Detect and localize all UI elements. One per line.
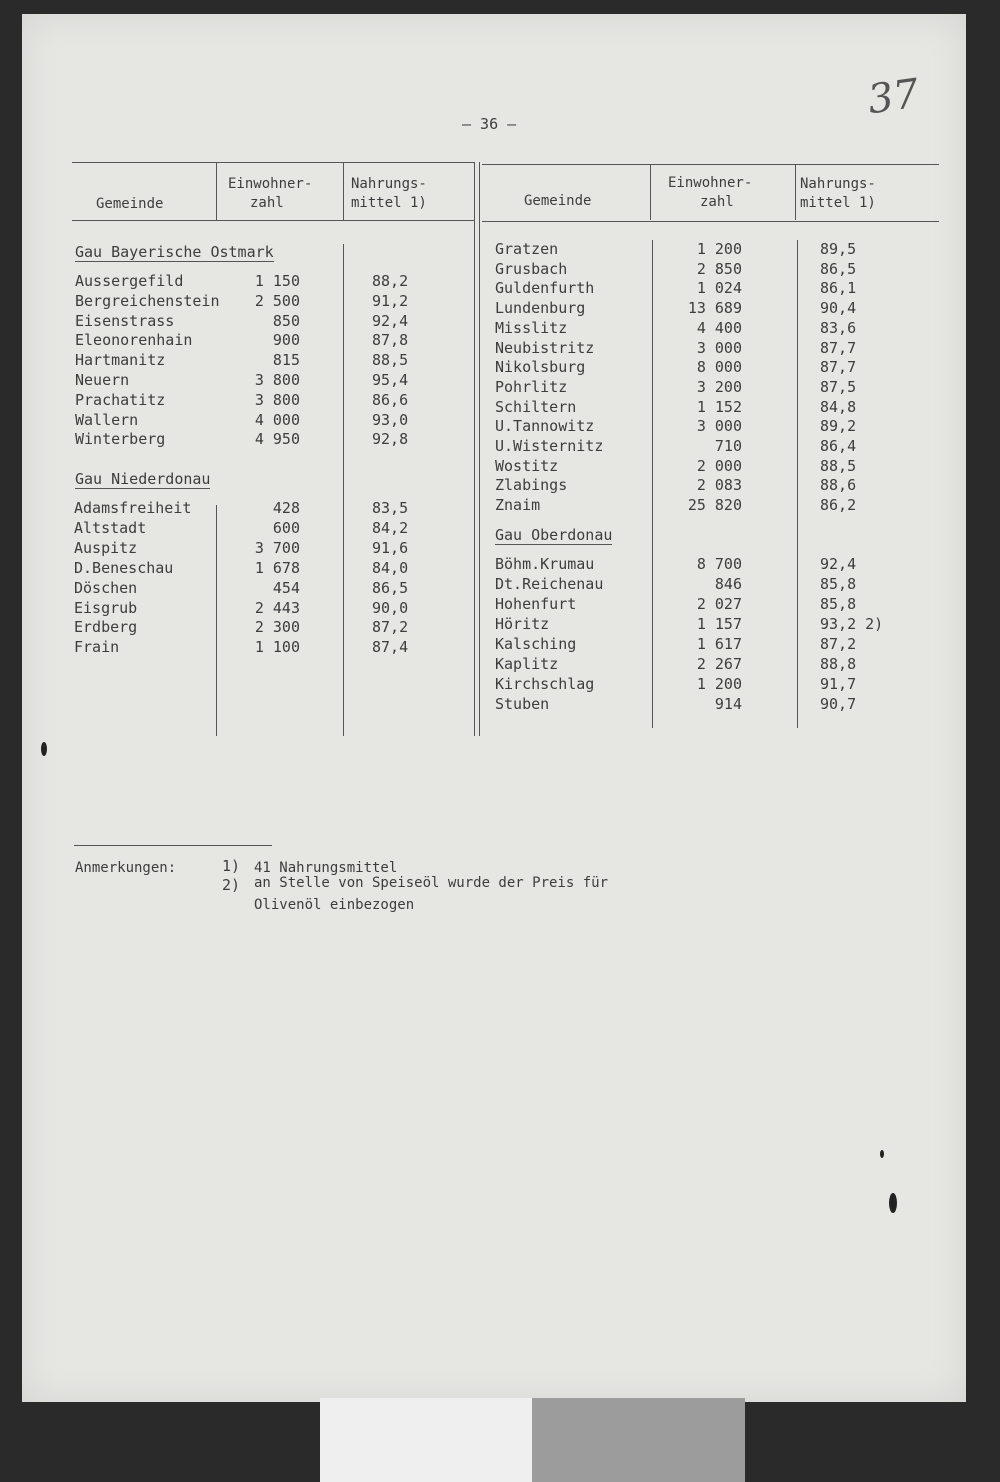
row-einwohnerzahl: 3 700	[254, 538, 300, 557]
row-nahrungsmittel: 95,4	[372, 371, 409, 389]
row-nahrungsmittel: 87,7	[820, 358, 857, 377]
left-header-nahrungs: Nahrungs-	[351, 176, 427, 192]
row-nahrungsmittel: 83,6	[820, 318, 857, 337]
row-gemeinde: Neubistritz	[495, 338, 595, 357]
row-nahrungsmittel: 88,5	[372, 351, 409, 370]
calibration-gray	[532, 1398, 745, 1482]
note-1-marker: 1)	[222, 857, 241, 875]
center-divider-2	[479, 162, 480, 736]
handwritten-page-number: 37	[865, 70, 922, 124]
row-gemeinde: Höritz	[495, 615, 550, 633]
row-einwohnerzahl: 2 443	[254, 598, 300, 617]
row-nahrungsmittel: 91,2	[372, 291, 409, 310]
page-number: – 36 –	[462, 115, 517, 133]
group-title: Gau Oberdonau	[495, 526, 613, 544]
row-einwohnerzahl: 4 950	[254, 430, 300, 449]
row-gemeinde: Kaplitz	[495, 655, 559, 673]
punch-hole-mark	[880, 1150, 884, 1158]
row-gemeinde: Grusbach	[495, 259, 568, 278]
row-einwohnerzahl: 1 617	[696, 635, 742, 653]
row-gemeinde: Hohenfurt	[495, 595, 577, 613]
punch-hole-mark	[889, 1193, 897, 1213]
row-nahrungsmittel: 84,0	[372, 558, 409, 577]
right-col-divider-1-body	[652, 240, 653, 728]
row-gemeinde: Prachatitz	[75, 390, 166, 409]
row-einwohnerzahl: 1 200	[696, 240, 742, 258]
row-gemeinde: Böhm.Krumau	[495, 555, 595, 573]
row-gemeinde: Erdberg	[74, 618, 138, 637]
row-einwohnerzahl: 3 000	[696, 338, 742, 357]
row-einwohnerzahl: 3 000	[696, 417, 742, 436]
row-gemeinde: Eleonorenhain	[75, 331, 193, 350]
row-gemeinde: Frain	[74, 638, 120, 657]
row-gemeinde: Döschen	[74, 578, 138, 597]
row-gemeinde: Eisenstrass	[75, 311, 175, 330]
left-header-zahl: zahl	[250, 195, 284, 211]
row-nahrungsmittel: 86,2	[820, 496, 857, 515]
left-header-einwohner: Einwohner-	[228, 176, 313, 192]
row-gemeinde: Neuern	[75, 371, 130, 389]
row-gemeinde: Lundenburg	[495, 299, 586, 318]
row-einwohnerzahl: 25 820	[687, 496, 742, 515]
row-gemeinde: D.Beneschau	[74, 558, 174, 577]
row-einwohnerzahl: 3 800	[254, 371, 300, 389]
row-nahrungsmittel: 87,7	[820, 338, 857, 357]
row-einwohnerzahl: 1 150	[254, 272, 300, 290]
row-einwohnerzahl: 1 678	[254, 558, 300, 577]
row-gemeinde: Gratzen	[495, 240, 559, 258]
row-nahrungsmittel: 92,4	[372, 311, 409, 330]
center-divider-1	[474, 162, 475, 736]
row-nahrungsmittel: 88,6	[820, 476, 857, 495]
row-gemeinde: Winterberg	[75, 430, 166, 449]
right-header-zahl: zahl	[700, 194, 734, 210]
row-einwohnerzahl: 850	[272, 311, 300, 330]
row-einwohnerzahl: 1 024	[696, 279, 742, 298]
right-col-divider-2-header	[795, 164, 796, 220]
row-nahrungsmittel: 86,4	[820, 437, 857, 455]
row-nahrungsmittel: 88,5	[820, 456, 857, 475]
row-einwohnerzahl: 2 083	[696, 476, 742, 495]
row-einwohnerzahl: 846	[714, 575, 742, 593]
group-title: Gau Niederdonau	[75, 470, 211, 488]
row-einwohnerzahl: 900	[272, 331, 300, 350]
left-col-divider-2-body	[343, 244, 344, 736]
row-nahrungsmittel: 87,2	[372, 618, 409, 637]
left-table-header-rule	[72, 220, 474, 221]
row-gemeinde: Misslitz	[495, 318, 568, 337]
row-einwohnerzahl: 3 200	[696, 377, 742, 396]
row-gemeinde: U.Tannowitz	[495, 417, 595, 436]
row-einwohnerzahl: 454	[272, 578, 300, 597]
right-table-header-rule	[482, 221, 939, 222]
row-einwohnerzahl: 2 500	[254, 291, 300, 310]
right-header-gemeinde: Gemeinde	[524, 193, 592, 209]
row-gemeinde: Dt.Reichenau	[495, 575, 604, 593]
row-gemeinde: Kirchschlag	[495, 675, 595, 693]
row-gemeinde: Nikolsburg	[495, 358, 586, 377]
row-gemeinde: Aussergefild	[75, 272, 184, 290]
row-einwohnerzahl: 2 027	[696, 595, 742, 613]
row-einwohnerzahl: 1 152	[696, 397, 742, 416]
row-einwohnerzahl: 1 200	[696, 675, 742, 693]
right-header-mittel: mittel 1)	[800, 195, 876, 211]
row-einwohnerzahl: 8 700	[696, 555, 742, 573]
row-nahrungsmittel: 87,5	[820, 377, 857, 396]
note-1-text: 41 Nahrungsmittel	[254, 860, 398, 876]
row-einwohnerzahl: 1 157	[696, 615, 742, 633]
row-nahrungsmittel: 85,8	[820, 595, 857, 613]
left-table-top-rule	[72, 162, 474, 163]
row-gemeinde: Kalsching	[495, 635, 577, 653]
row-nahrungsmittel: 92,8	[372, 430, 409, 449]
row-gemeinde: Pohrlitz	[495, 377, 568, 396]
row-einwohnerzahl: 2 267	[696, 655, 742, 673]
scan-calibration-strip	[320, 1398, 745, 1482]
left-header-gemeinde: Gemeinde	[96, 196, 164, 212]
row-nahrungsmittel: 86,5	[372, 578, 409, 597]
group-title: Gau Bayerische Ostmark	[75, 243, 274, 261]
row-einwohnerzahl: 13 689	[687, 299, 742, 318]
row-gemeinde: Schiltern	[495, 397, 577, 416]
row-nahrungsmittel: 84,2	[372, 518, 409, 537]
row-gemeinde: Stuben	[495, 695, 550, 713]
row-nahrungsmittel: 87,8	[372, 331, 409, 350]
note-2-text: an Stelle von Speiseöl wurde der Preis für	[254, 875, 609, 891]
row-nahrungsmittel: 88,8	[820, 655, 857, 673]
row-gemeinde: Wostitz	[495, 456, 559, 475]
row-einwohnerzahl: 600	[272, 518, 300, 537]
row-einwohnerzahl: 428	[272, 499, 300, 517]
notes-label: Anmerkungen:	[75, 860, 177, 876]
row-einwohnerzahl: 4 400	[696, 318, 742, 337]
row-nahrungsmittel: 88,2	[372, 272, 409, 290]
row-nahrungsmittel: 90,4	[820, 299, 857, 318]
calibration-white	[320, 1398, 532, 1482]
row-nahrungsmittel: 87,2	[820, 635, 857, 653]
row-gemeinde: Guldenfurth	[495, 279, 595, 298]
note-2-marker: 2)	[222, 876, 241, 894]
row-nahrungsmittel: 92,4	[820, 555, 857, 573]
punch-hole-mark	[41, 742, 47, 756]
left-col-divider-1-body	[216, 505, 217, 736]
row-nahrungsmittel: 87,4	[372, 638, 409, 657]
row-nahrungsmittel: 86,1	[820, 279, 857, 298]
row-einwohnerzahl: 4 000	[254, 410, 300, 429]
left-col-divider-1-header	[216, 162, 217, 220]
row-nahrungsmittel: 86,6	[372, 390, 409, 409]
row-einwohnerzahl: 3 800	[254, 390, 300, 409]
row-gemeinde: Znaim	[495, 496, 541, 515]
row-einwohnerzahl: 2 300	[254, 618, 300, 637]
row-nahrungsmittel: 93,2 2)	[820, 615, 884, 633]
row-gemeinde: Altstadt	[74, 518, 147, 537]
row-einwohnerzahl: 815	[272, 351, 300, 370]
right-header-einwohner: Einwohner-	[668, 175, 753, 191]
row-gemeinde: Zlabings	[495, 476, 568, 495]
row-nahrungsmittel: 86,5	[820, 259, 857, 278]
left-col-divider-2-header	[343, 162, 344, 220]
row-gemeinde: Hartmanitz	[75, 351, 166, 370]
footnote-rule	[74, 845, 272, 846]
row-gemeinde: Bergreichenstein	[75, 291, 220, 310]
row-einwohnerzahl: 710	[714, 437, 742, 455]
row-nahrungsmittel: 91,6	[372, 538, 409, 557]
row-nahrungsmittel: 83,5	[372, 499, 409, 517]
row-nahrungsmittel: 90,0	[372, 598, 409, 617]
row-nahrungsmittel: 91,7	[820, 675, 857, 693]
right-header-nahrungs: Nahrungs-	[800, 176, 876, 192]
left-header-mittel: mittel 1)	[351, 195, 427, 211]
row-einwohnerzahl: 8 000	[696, 358, 742, 377]
row-gemeinde: U.Wisternitz	[495, 437, 604, 455]
row-nahrungsmittel: 89,5	[820, 240, 857, 258]
row-einwohnerzahl: 914	[714, 695, 742, 713]
row-gemeinde: Eisgrub	[74, 598, 138, 617]
right-col-divider-2-body	[797, 240, 798, 728]
row-nahrungsmittel: 90,7	[820, 695, 857, 713]
row-gemeinde: Adamsfreiheit	[74, 499, 192, 517]
note-2-continuation: Olivenöl einbezogen	[254, 897, 415, 913]
row-einwohnerzahl: 2 850	[696, 259, 742, 278]
right-col-divider-1-header	[650, 164, 651, 220]
row-nahrungsmittel: 84,8	[820, 397, 857, 416]
right-table-top-rule	[482, 164, 939, 165]
row-nahrungsmittel: 89,2	[820, 417, 857, 436]
row-nahrungsmittel: 85,8	[820, 575, 857, 593]
row-einwohnerzahl: 1 100	[254, 638, 300, 657]
row-gemeinde: Auspitz	[74, 538, 138, 557]
row-nahrungsmittel: 93,0	[372, 410, 409, 429]
row-einwohnerzahl: 2 000	[696, 456, 742, 475]
row-gemeinde: Wallern	[75, 410, 139, 429]
